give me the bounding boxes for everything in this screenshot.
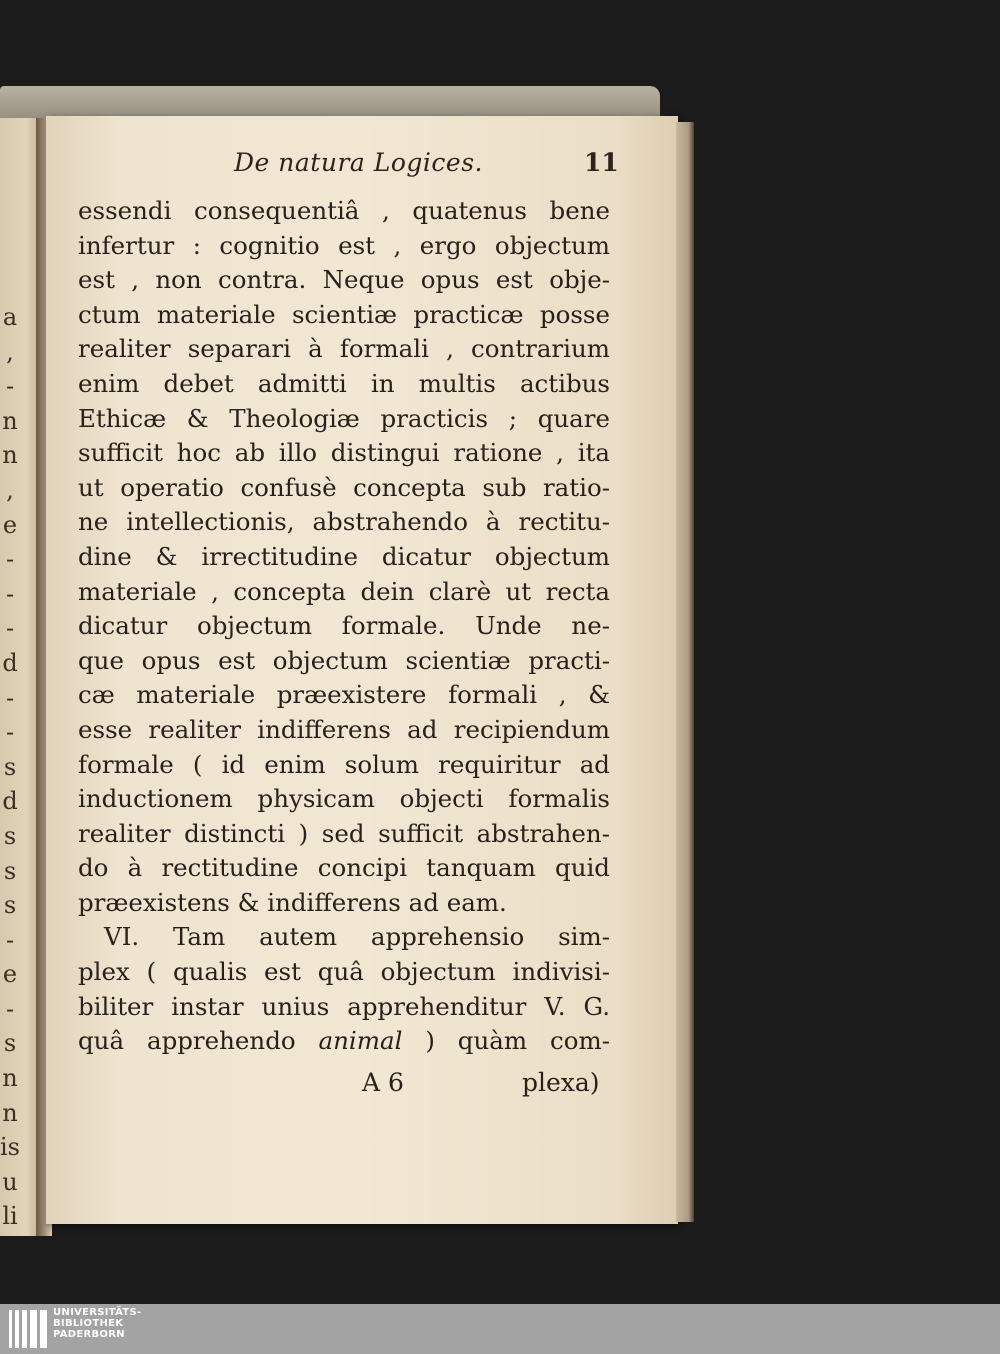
left-page-fragment-char: s bbox=[3, 752, 17, 781]
text-line: sufficit hoc ab illo distingui ratione , ita bbox=[78, 438, 610, 468]
text-fragment: ) quàm com- bbox=[425, 1026, 610, 1056]
text-line: essendi consequentiâ , quatenus bene bbox=[78, 196, 610, 225]
left-page-fragment-char: , bbox=[6, 337, 14, 366]
page-footer bbox=[0, 1068, 1000, 1104]
left-page-fragment-char: , bbox=[6, 475, 14, 504]
catchword: plexa) bbox=[522, 1068, 600, 1097]
left-page-fragment-char: - bbox=[5, 718, 15, 747]
text-line: infertur : cognitio est , ergo objectum bbox=[78, 230, 610, 260]
left-page-fragment-char: - bbox=[5, 614, 15, 643]
library-logo-icon bbox=[8, 1306, 48, 1352]
left-page-fragment-char: - bbox=[5, 545, 15, 574]
signature-mark: A 6 bbox=[362, 1068, 404, 1097]
left-page-fragment-char: - bbox=[5, 683, 15, 712]
italic-word: animal bbox=[318, 1026, 403, 1056]
text-line: præexistens & indifferens ad eam. bbox=[78, 887, 507, 917]
text-fragment: quâ apprehendo bbox=[78, 1026, 296, 1056]
library-name-line: BIBLIOTHEK bbox=[53, 1318, 124, 1329]
left-page-fragment-char: li bbox=[2, 1202, 18, 1231]
left-page-fragment-char: - bbox=[5, 994, 15, 1023]
left-page-fragment-char: e bbox=[2, 960, 18, 989]
page-number: 11 bbox=[584, 148, 619, 177]
left-page-fragment-char: d bbox=[2, 648, 18, 677]
left-page-fragment-char: s bbox=[3, 1029, 17, 1058]
running-head bbox=[0, 148, 1000, 182]
text-line: materiale , concepta dein clarè ut recta bbox=[78, 576, 610, 606]
page-fore-edge bbox=[676, 122, 694, 1222]
text-line: plex ( qualis est quâ objectum indivisi- bbox=[78, 957, 610, 987]
left-page-fragment-char: n bbox=[2, 441, 18, 470]
text-line: realiter separari à formali , contrarium bbox=[78, 334, 610, 364]
text-line: formale ( id enim solum requiritur ad bbox=[78, 749, 610, 779]
left-page-fragment-char: d bbox=[2, 787, 18, 816]
section-heading-line: VI. Tam autem apprehensio sim- bbox=[104, 922, 610, 952]
left-page-fragment-char: - bbox=[5, 579, 15, 608]
text-line: est , non contra. Neque opus est obje- bbox=[78, 265, 610, 295]
text-line: dicatur objectum formale. Unde ne- bbox=[78, 611, 610, 641]
left-page-fragment-char: - bbox=[5, 925, 15, 954]
left-page-fragment-char: n bbox=[2, 406, 18, 435]
left-page-fragment-char: s bbox=[3, 821, 17, 850]
text-line: realiter distincti ) sed sufficit abstrahen- bbox=[78, 818, 610, 848]
library-name-line: PADERBORN bbox=[53, 1329, 125, 1340]
left-page-fragment-char: n bbox=[2, 1098, 18, 1127]
left-page-fragment-char: s bbox=[3, 856, 17, 885]
text-line: ne intellectionis, abstrahendo à rectitu- bbox=[78, 507, 610, 537]
left-page-fragment-char: u bbox=[2, 1167, 18, 1196]
text-line: dine & irrectitudine dicatur objectum bbox=[78, 541, 610, 571]
left-page-fragment-char: - bbox=[5, 372, 15, 401]
text-line: que opus est objectum scientiæ practi- bbox=[78, 645, 610, 675]
left-page-fragment-char: a bbox=[2, 303, 18, 331]
library-footer-bar bbox=[0, 1304, 1000, 1354]
text-line: Ethicæ & Theologiæ practicis ; quare bbox=[78, 403, 610, 433]
text-line: enim debet admitti in multis actibus bbox=[78, 368, 610, 398]
running-title: De natura Logices. bbox=[234, 148, 483, 177]
text-line: esse realiter indifferens ad recipiendum bbox=[78, 714, 610, 744]
left-page-fragment-char: s bbox=[3, 891, 17, 920]
body-text bbox=[78, 194, 610, 1059]
library-name bbox=[53, 1307, 142, 1340]
text-line: cæ materiale præexistere formali , & bbox=[78, 680, 610, 710]
text-line: ctum materiale scientiæ practicæ posse bbox=[78, 299, 610, 329]
text-line: biliter instar unius apprehenditur V. G. bbox=[78, 991, 610, 1021]
text-line: do à rectitudine concipi tanquam quid bbox=[78, 853, 610, 883]
text-line: inductionem physicam objecti formalis bbox=[78, 784, 610, 814]
left-page-fragment-char: is bbox=[0, 1133, 20, 1162]
text-line: ut operatio confusè concepta sub ratio- bbox=[78, 472, 610, 502]
left-page-fragment-char: n bbox=[2, 1064, 18, 1093]
left-page-fragment-char: e bbox=[2, 510, 18, 539]
library-name-line: UNIVERSITÄTS- bbox=[53, 1307, 142, 1318]
text-line-with-italic bbox=[78, 1024, 610, 1059]
